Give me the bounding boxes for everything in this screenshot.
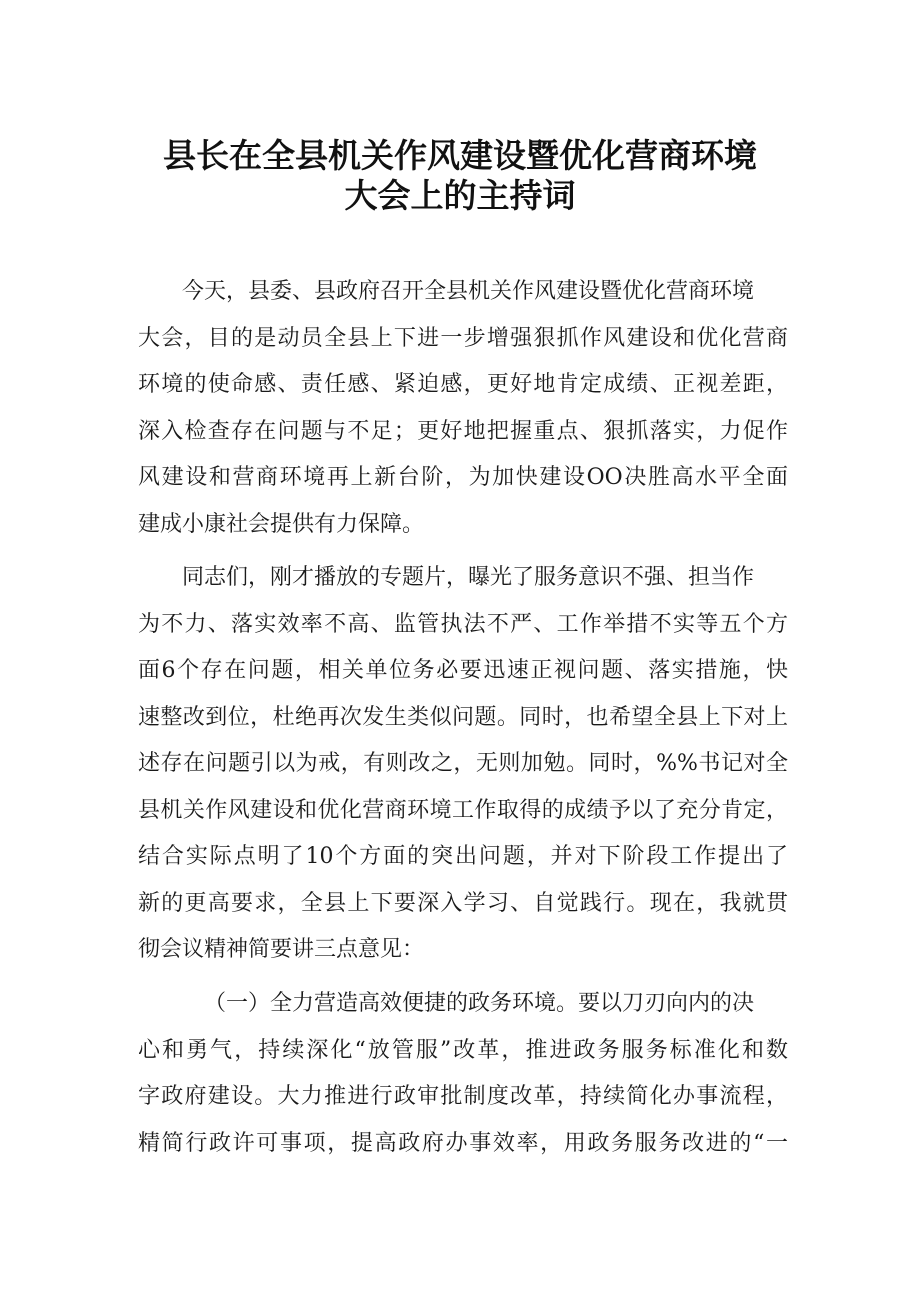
paragraph-line: 县机关作风建设和优化营商环境工作取得的成绩予以了充分肯定， — [138, 798, 788, 823]
paragraph-line: 为不力、落实效率不高、监管执法不严、工作举措不实等五个方 — [138, 612, 788, 637]
paragraph-line: （一）全力营造高效便捷的政务环境。要以刀刃向内的决 — [204, 991, 755, 1016]
paragraph-line: 风建设和营商环境再上新台阶，为加快建设OO决胜高水平全面 — [138, 465, 788, 490]
paragraph-line: 结合实际点明了10个方面的突出问题，并对下阶段工作提出了 — [138, 844, 788, 869]
document-title-line-1: 县长在全县机关作风建设暨优化营商环境 — [163, 136, 757, 175]
document-title-line-2: 大会上的主持词 — [344, 176, 576, 215]
paragraph-line: 速整改到位，杜绝再次发生类似问题。同时，也希望全县上下对上 — [138, 705, 788, 730]
paragraph-line: 同志们，刚才播放的专题片，曝光了服务意识不强、担当作 — [182, 565, 755, 590]
paragraph-line: 深入检查存在问题与不足；更好地把握重点、狠抓落实，力促作 — [138, 419, 788, 444]
paragraph-line: 建成小康社会提供有力保障。 — [138, 512, 425, 537]
paragraph-line: 面6个存在问题，相关单位务必要迅速正视问题、落实措施，快 — [138, 658, 788, 683]
paragraph-line: 环境的使命感、责任感、紧迫感，更好地肯定成绩、正视差距， — [138, 372, 788, 397]
paragraph-line: 大会，目的是动员全县上下进一步增强狠抓作风建设和优化营商 — [138, 326, 788, 351]
paragraph-line: 今天，县委、县政府召开全县机关作风建设暨优化营商环境 — [182, 279, 755, 304]
paragraph-line: 述存在问题引以为戒，有则改之，无则加勉。同时，%%书记对全 — [138, 751, 788, 776]
paragraph-line: 新的更高要求，全县上下要深入学习、自觉践行。现在，我就贯 — [138, 891, 788, 916]
paragraph-line: 精简行政许可事项，提高政府办事效率，用政务服务改进的“一 — [138, 1131, 788, 1156]
paragraph-line: 字政府建设。大力推进行政审批制度改革，持续简化办事流程， — [138, 1084, 788, 1109]
paragraph-line: 彻会议精神简要讲三点意见： — [138, 937, 425, 962]
paragraph-line: 心和勇气，持续深化“放管服”改革，推进政务服务标准化和数 — [138, 1038, 788, 1063]
